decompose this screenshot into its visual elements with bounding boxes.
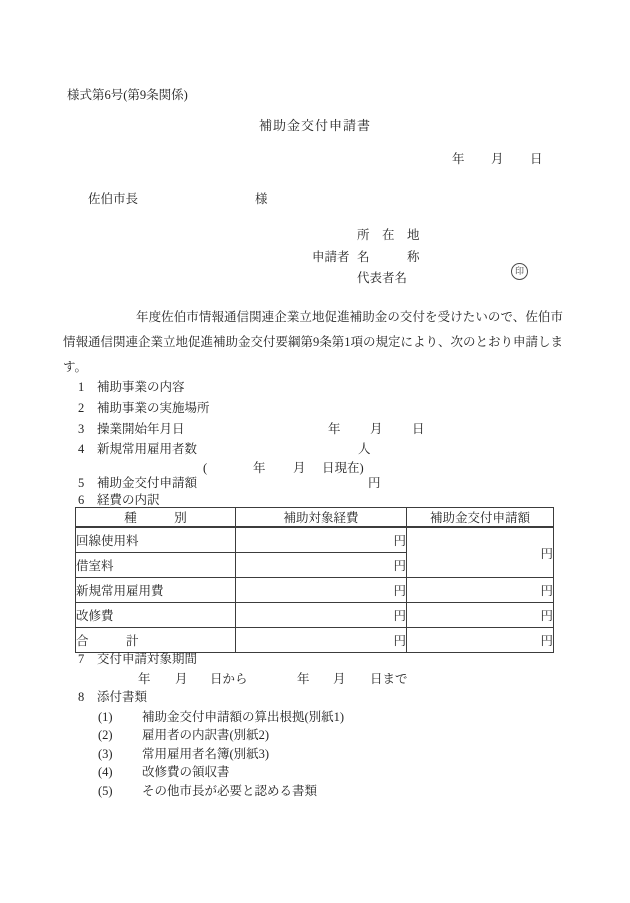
applicant-representative-label: 代表者名 xyxy=(357,271,408,285)
seal-icon: 印 xyxy=(511,263,528,280)
addressee-name: 佐伯市長 xyxy=(88,192,139,206)
period-from-year: 年 xyxy=(138,672,151,686)
applicant-name-label: 名 称 xyxy=(357,250,420,264)
expense-table-header-row xyxy=(76,508,554,528)
attachment-label: 常用雇用者名簿(別紙3) xyxy=(142,747,270,761)
date-year-label: 年 xyxy=(452,152,465,166)
item-2 xyxy=(78,400,210,416)
item-8-label: 添付書類 xyxy=(97,690,148,704)
table-row xyxy=(76,578,554,603)
item-8 xyxy=(78,689,147,705)
row-label: 改修費 xyxy=(76,603,236,628)
expense-table xyxy=(75,507,554,653)
asof-open-paren: ( xyxy=(203,461,208,475)
item-7-num: 7 xyxy=(78,652,85,666)
item-5-unit-label: 円 xyxy=(368,476,381,490)
asof-month-label: 月 xyxy=(293,461,306,475)
form-number: 様式第6号(第9条関係) xyxy=(67,88,188,102)
item-5-num: 5 xyxy=(78,476,85,490)
total-label: 合 計 xyxy=(76,628,236,653)
attachment-num: (2) xyxy=(98,728,113,742)
attachment-label: 雇用者の内訳書(別紙2) xyxy=(142,728,270,742)
item-7-label: 交付申請対象期間 xyxy=(97,652,198,666)
col-header-requested: 補助金交付申請額 xyxy=(407,508,554,528)
item-4 xyxy=(78,441,197,457)
table-row xyxy=(76,603,554,628)
period-from-day: 日から xyxy=(210,672,248,686)
period-to-year: 年 xyxy=(297,672,310,686)
requested-unit: 円 xyxy=(407,578,554,603)
item-3-num: 3 xyxy=(78,422,85,436)
item-2-label: 補助事業の実施場所 xyxy=(97,401,210,415)
requested-unit: 円 xyxy=(407,628,554,653)
item-1 xyxy=(78,379,185,395)
eligible-unit: 円 xyxy=(236,553,407,578)
asof-year-label: 年 xyxy=(253,461,266,475)
attachment-label: 改修費の領収書 xyxy=(142,765,230,779)
attachment-item xyxy=(98,746,269,762)
attachment-item xyxy=(98,783,317,799)
attachment-num: (5) xyxy=(98,784,113,798)
attachment-num: (4) xyxy=(98,765,113,779)
item-3-month-label: 月 xyxy=(370,422,383,436)
table-total-row xyxy=(76,628,554,653)
table-row xyxy=(76,527,554,553)
period-from-month: 月 xyxy=(175,672,188,686)
applicant-address-label: 所 在 地 xyxy=(357,228,420,242)
item-3-label: 操業開始年月日 xyxy=(97,422,185,436)
item-6 xyxy=(78,492,160,508)
attachment-label: 補助金交付申請額の算出根拠(別紙1) xyxy=(142,710,345,724)
attachment-item xyxy=(98,727,269,743)
asof-day-label: 日現在) xyxy=(322,461,364,475)
item-2-num: 2 xyxy=(78,401,85,415)
requested-unit-merged: 円 xyxy=(407,527,554,578)
body-paragraph: 年度佐伯市情報通信関連企業立地促進補助金の交付を受けたいので、佐伯市情報通信関連企業立地促進補助金交付要綱第9条第1項の規定により、次のとおり申請します。 xyxy=(63,310,564,374)
period-to-month: 月 xyxy=(333,672,346,686)
col-header-type: 種 別 xyxy=(76,508,236,528)
item-3 xyxy=(78,421,185,437)
item-4-label: 新規常用雇用者数 xyxy=(97,442,198,456)
item-1-label: 補助事業の内容 xyxy=(97,380,185,394)
date-month-label: 月 xyxy=(491,152,504,166)
item-6-num: 6 xyxy=(78,493,85,507)
attachment-num: (1) xyxy=(98,710,113,724)
item-3-year-label: 年 xyxy=(328,422,341,436)
row-label: 借室料 xyxy=(76,553,236,578)
eligible-unit: 円 xyxy=(236,578,407,603)
document-title: 補助金交付申請書 xyxy=(258,118,371,133)
item-7 xyxy=(78,651,197,667)
eligible-unit: 円 xyxy=(236,527,407,553)
eligible-unit: 円 xyxy=(236,628,407,653)
item-1-num: 1 xyxy=(78,380,85,394)
item-3-day-label: 日 xyxy=(412,422,425,436)
col-header-eligible: 補助対象経費 xyxy=(236,508,407,528)
row-label: 回線使用料 xyxy=(76,527,236,553)
item-8-num: 8 xyxy=(78,690,85,704)
row-label: 新規常用雇用費 xyxy=(76,578,236,603)
item-5 xyxy=(78,475,197,491)
attachment-item xyxy=(98,764,230,780)
requested-unit: 円 xyxy=(407,603,554,628)
item-4-unit-label: 人 xyxy=(358,442,371,456)
period-to-day: 日まで xyxy=(370,672,408,686)
eligible-unit: 円 xyxy=(236,603,407,628)
item-5-label: 補助金交付申請額 xyxy=(97,476,198,490)
date-day-label: 日 xyxy=(530,152,543,166)
item-6-label: 経費の内訳 xyxy=(97,493,160,507)
applicant-label: 申請者 xyxy=(312,250,350,264)
attachment-label: その他市長が必要と認める書類 xyxy=(142,784,318,798)
addressee-honorific: 様 xyxy=(255,192,268,206)
item-4-num: 4 xyxy=(78,442,85,456)
attachment-num: (3) xyxy=(98,747,113,761)
attachment-item xyxy=(98,709,344,725)
